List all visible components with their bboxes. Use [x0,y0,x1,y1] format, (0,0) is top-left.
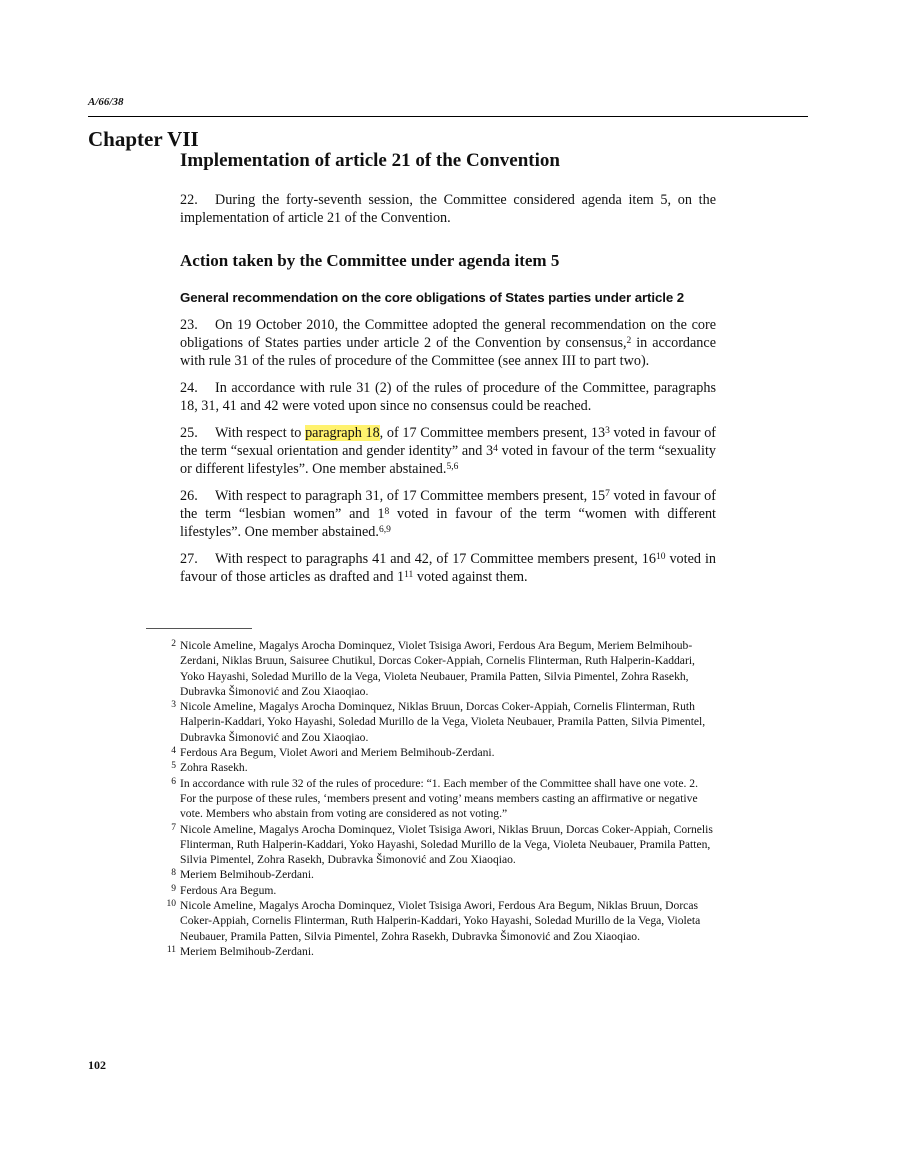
footnote-number: 8 [171,868,176,879]
footnote-separator [146,628,252,629]
paragraph-number: 22. [180,192,198,208]
footnote [146,944,716,959]
paragraph-number: 23. [180,317,198,333]
footnote-text: Nicole Ameline, Magalys Arocha Dominquez, Violet Tsisiga Awori, Ferdous Ara Begum, Niklas Bruun, Dorcas Coker-Appiah, Cornelis Flinterman, Ruth Halperin-Kaddari, Yoko Hayashi, Soledad Murillo de la Vega, Violeta Neubauer, Pramila Patten, Silvia Pimentel, Zohra Rasekh, Dubravka Šimonović and Zou Xiaoqiao. [180,899,701,943]
footnote-text: Nicole Ameline, Magalys Arocha Dominquez, Niklas Bruun, Dorcas Coker-Appiah, Cornelis Flinterman, Ruth Halperin-Kaddari, Yoko Hayashi, Soledad Murillo de la Vega, Violeta Neubauer, Pramila Patten, Silvia Pimentel, Dubravka Šimonović and Zou Xiaoqiao. [180,700,706,744]
footnote [146,776,716,822]
footnote [146,745,716,760]
subsection-heading: General recommendation on the core obligations of States parties under article 2 [180,290,685,305]
paragraph-23 [180,316,716,370]
footnote [146,883,716,898]
footnote-number: 2 [171,639,176,649]
footnote [146,699,716,745]
footnote-number: 9 [171,883,176,894]
footnote-ref[interactable]: 8 [384,507,390,517]
footnote [146,822,716,868]
paragraph-text: , of 17 Committee members present, 13 [379,425,606,441]
footnote-ref[interactable]: 2 [626,336,632,346]
paragraph-22 [180,191,716,227]
paragraph-25 [180,424,716,478]
document-symbol: A/66/38 [88,96,124,108]
paragraph-text: On 19 October 2010, the Committee adopted the general recommendation on the core obligations of States parties under article 2 of the Convention by consensus, [180,317,716,351]
paragraph-text: With respect to paragraph 31, of 17 Committee members present, 15 [215,488,606,504]
footnote [146,638,716,699]
paragraph-number: 25. [180,425,198,441]
footnote [146,867,716,882]
footnote [146,898,716,944]
paragraph-text: voted in favour of the term “lesbian women” and 1 [180,488,716,522]
footnote [146,760,716,775]
paragraph-text: With respect to [215,425,306,441]
footnote-ref[interactable]: 4 [493,444,498,454]
paragraph-text: voted against them. [413,569,528,585]
footnote-text: Meriem Belmihoub-Zerdani. [180,868,314,882]
paragraph-number: 24. [180,380,198,396]
footnote-text: In accordance with rule 32 of the rules of procedure: “1. Each member of the Committee shall have one vote. 2. For the purpose of these rules, ‘members present and voting’ means members casting an affirmative or negative vote. Members who abstain from voting are considered as not voting.” [180,776,698,821]
chapter-title: Implementation of article 21 of the Convention [180,150,560,171]
chapter-label: Chapter VII [88,127,199,151]
paragraphs-block [180,316,716,595]
paragraph-24 [180,379,716,415]
footnote-ref[interactable]: 6,9 [378,525,391,535]
footnote-text: Ferdous Ara Begum. [180,883,277,897]
paragraph-26 [180,487,716,541]
footnotes [146,638,716,959]
footnote-number: 6 [171,776,176,787]
footnote-ref[interactable]: 3 [605,426,610,436]
paragraph-number: 27. [180,551,198,567]
paragraph-number: 26. [180,488,198,504]
paragraph-text: in accordance with rule 31 of the rules of procedure of the Committee (see annex III to part two). [180,335,716,369]
paragraph-text: During the forty-seventh session, the Committee considered agenda item 5, on the implementation of article 21 of the Convention. [180,192,716,226]
footnote-text: Meriem Belmihoub-Zerdani. [180,944,314,958]
footnote-number: 11 [166,944,176,955]
footnote-number: 4 [171,746,176,757]
paragraph-text: voted in favour of those articles as drafted and 1 [180,551,716,585]
footnote-text: Zohra Rasekh. [180,761,248,775]
footnote-text: Nicole Ameline, Magalys Arocha Dominquez, Violet Tsisiga Awori, Ferdous Ara Begum, Meriem Belmihoub-Zerdani, Niklas Bruun, Saisuree Chutikul, Dorcas Coker-Appiah, Cornelis Flinterman, Ruth Halperin-Kaddari, Yoko Hayashi, Soledad Murillo de la Vega, Violeta Neubauer, Pramila Patten, Silvia Pimentel, Zohra Rasekh, Dubravka Šimonović and Zou Xiaoqiao. [180,639,695,698]
header-rule [88,116,808,117]
paragraph-27 [180,550,716,586]
paragraph-text: In accordance with rule 31 (2) of the rules of procedure of the Committee, paragraphs 18, 31, 41 and 42 were voted upon since no consensus could be reached. [180,380,716,414]
footnote-ref[interactable]: 10 [656,552,666,562]
page-number: 102 [88,1058,106,1072]
highlighted-text: paragraph 18 [305,425,380,441]
footnote-number: 7 [171,822,176,833]
footnote-ref[interactable]: 7 [605,489,610,499]
footnote-number: 5 [171,761,176,772]
footnote-ref[interactable]: 5,6 [446,462,459,472]
footnote-text: Ferdous Ara Begum, Violet Awori and Meriem Belmihoub-Zerdani. [180,746,495,760]
paragraph-text: voted in favour of the term “sexuality or different lifestyles”. One member abstained. [180,443,716,477]
footnote-number: 3 [171,700,176,711]
footnote-number: 10 [166,899,176,910]
footnote-ref[interactable]: 11 [404,570,414,580]
paragraph-text: voted in favour of the term “women with different lifestyles”. One member abstained. [180,506,716,540]
section-heading: Action taken by the Committee under agenda item 5 [180,251,560,270]
footnote-text: Nicole Ameline, Magalys Arocha Dominquez, Violet Tsisiga Awori, Niklas Bruun, Dorcas Coker-Appiah, Cornelis Flinterman, Ruth Halperin-Kaddari, Yoko Hayashi, Soledad Murillo de la Vega, Violeta Neubauer, Pramila Patten, Silvia Pimentel, Zohra Rasekh, Dubravka Šimonović and Zou Xiaoqiao. [180,822,713,867]
paragraph-text: With respect to paragraphs 41 and 42, of 17 Committee members present, 16 [215,551,656,567]
paragraph-text: voted in favour of the term “sexual orientation and gender identity” and 3 [180,425,717,459]
